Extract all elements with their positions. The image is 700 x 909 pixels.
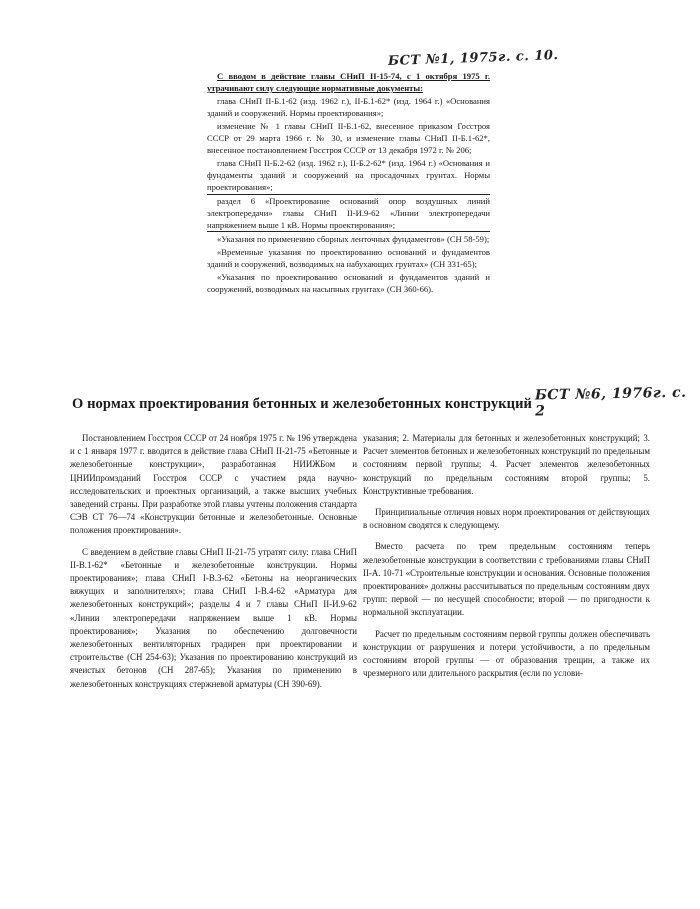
article-title: О нормах проектирования бетонных и железобетонных конструкций xyxy=(72,396,533,412)
right-column xyxy=(363,432,650,688)
paragraph: Принципиальные отличия новых норм проектирования от действующих в основном сводятся к следующему. xyxy=(363,507,650,531)
paragraph: указания; 2. Материалы для бетонных и железобетонных конструкций; 3. Расчет элементов бетонных и железобетонных конструкций по предельным состояниям первой группы; 4. Расчет элементов железобетонных конструкций по предельным состояниям второй группы; 5. Конструктивные требования. xyxy=(363,433,650,496)
top-item-underlined: раздел 6 «Проектирование оснований опор воздушных линий электропередачи» главы СНиП II-И.9-62 «Линии электропередачи напряжением выше 1 кВ. Нормы проектирования»; xyxy=(207,196,490,230)
top-section xyxy=(207,70,490,296)
left-column xyxy=(70,432,357,699)
top-item: глава СНиП II-Б.1-62 (изд. 1962 г.), II-Б.1-62* (изд. 1964 г.) «Основания зданий и сооружений. Нормы проектирования»; xyxy=(207,96,490,118)
paragraph: Постановлением Госстроя СССР от 24 ноября 1975 г. № 196 утверждена и с 1 января 1977 г. вводится в действие глава СНиП II-21-75 «Бетонные и железобетонные конструкции», разработанная НИИЖБом и ЦНИИпромзданий Госстроя СССР с участием ряда научно-исследовательских и проектных организаций, а также высших учебных заведений страны. При разработке этой главы учтены положения стандарта СЭВ СТ 76—74 «Конструкции бетонные и железобетонные. Основные положения проектирования». xyxy=(70,433,357,536)
top-item: глава СНиП II-Б.2-62 (изд. 1962 г.), II-Б.2-62* (изд. 1964 г.) «Основания и фундаменты зданий и сооружений на просадочных грунтах. Нормы проектирования»; xyxy=(207,158,490,192)
paragraph: С введением в действие главы СНиП II-21-75 утратят силу: глава СНиП II-В.1-62* «Бетонные и железобетонные конструкции. Нормы проектирования»; глава СНиП I-В.3-62 «Бетоны на неорганических вяжущих и заполнителях»; глава СНиП I-В.4-62 «Арматура для железобетонных конструкций»; разделы 4 и 7 главы СНиП II-И.9-62 «Линии электропередачи напряжением выше 1 кВ. Нормы проектирования»; Указания по обеспечению долговечности железобетонных вентиляторных градирен при проектировании и строительстве (СН 254-63); Указания по проектированию конструкций из ячеистых бетонов (СН 287-65); Указания по применению в железобетонных конструкциях стержневой арматуры (СН 390-69). xyxy=(70,546,357,689)
top-item: «Указания по проектированию оснований и фундаментов зданий и сооружений, возводимых на насыпных грунтах» (СН 360-66). xyxy=(207,272,490,294)
top-item: изменение № 1 главы СНиП II-Б.1-62, внесенное приказом Госстроя СССР от 29 марта 1966 г. № 30, и изменение главы СНиП II-Б.1-62*, внесенное постановлением Госстроя СССР от 13 декабря 1972 г. № 206; xyxy=(207,121,490,155)
top-intro: С вводом в действие главы СНиП II-15-74, с 1 октября 1975 г. утрачивают силу следующие нормативные документы: xyxy=(207,71,490,93)
paragraph: Расчет по предельным состояниям первой группы должен обеспечивать конструкции от разрушения и потери устойчивости, а по предельным состояниям второй группы — от образования трещин, а также их чрезмерного или длительного раскрытия (если по услови- xyxy=(363,628,650,679)
top-item: «Временные указания по проектированию оснований и фундаментов зданий и сооружений, возводимых на набухающих грунтах» (СН 331-65); xyxy=(207,247,490,269)
handwritten-reference-top: БСТ №1, 1975г. с. 10. xyxy=(387,48,559,69)
handwritten-reference-mid: БСТ №6, 1976г. с. 2 xyxy=(534,384,687,420)
paragraph: Вместо расчета по трем предельным состояниям теперь железобетонные конструкции в соответствии с требованиями главы СНиП II-А. 10-71 «Строительные конструкции и основания. Основные положения проектирования» должны рассчитываться по предельным состояниям двух групп: первой — по несущей способности; второй — по пригодности к нормальной эксплуатации. xyxy=(363,541,650,618)
top-item: «Указания по применению сборных ленточных фундаментов» (СН 58-59); xyxy=(217,234,490,244)
